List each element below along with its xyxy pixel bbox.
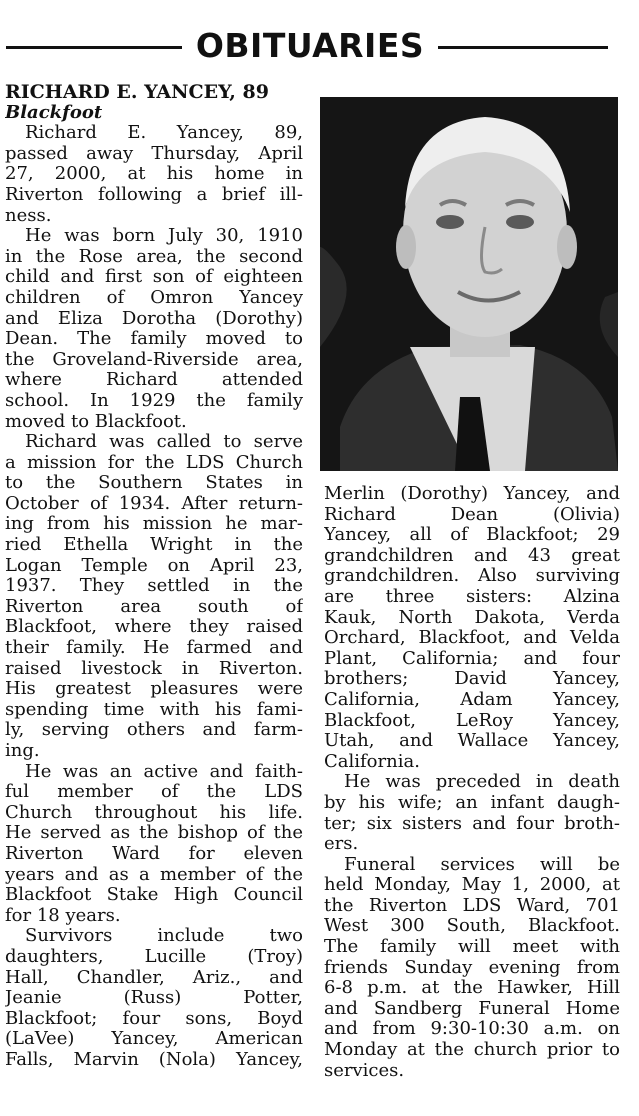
obituary-text-line: He was born July 30, 1910 — [25, 226, 303, 247]
obituary-text-line: Jeanie (Russ) Potter, — [5, 988, 303, 1009]
obituary-text-line: where Richard attended — [5, 370, 303, 391]
obituary-column-left — [5, 82, 303, 1071]
obituary-text-line: ing. — [5, 741, 40, 761]
deceased-name: RICHARD E. YANCEY, 89 — [5, 82, 269, 103]
obituary-text-line: ful member of the LDS — [5, 782, 303, 803]
obituary-text-line: ly, serving others and farm- — [5, 720, 303, 741]
obituary-text-line: Falls, Marvin (Nola) Yancey, — [5, 1049, 303, 1070]
obituary-text-line: West 300 South, Blackfoot. — [324, 916, 620, 937]
obituary-text-line: He served as the bishop of the — [5, 823, 303, 844]
obituary-text-line: His greatest pleasures were — [5, 679, 303, 700]
obituary-text-line: He was preceded in death — [344, 772, 620, 793]
obituary-text-line: friends Sunday evening from — [324, 957, 620, 978]
obituary-text-line: raised livestock in Riverton. — [5, 658, 303, 679]
obituary-text-line: moved to Blackfoot. — [5, 411, 187, 432]
section-title: OBITUARIES — [195, 26, 425, 65]
obituary-text-line: Funeral services will be — [344, 854, 620, 875]
obituary-text-line: a mission for the LDS Church — [5, 452, 303, 473]
obituary-text-line: Survivors include two — [25, 926, 303, 947]
obituary-text-line: October of 1934. After return- — [5, 493, 303, 514]
obituary-text-line: Blackfoot Stake High Council — [5, 885, 303, 906]
obituary-text-line: Plant, California; and four — [324, 648, 620, 669]
portrait-photo — [320, 97, 618, 471]
obituary-text-line: the Groveland-Riverside area, — [5, 349, 303, 370]
obituary-text-line: for 18 years. — [5, 905, 121, 926]
section-header — [0, 26, 639, 66]
obituary-text-line: services. — [324, 1060, 405, 1081]
obituary-text-line: children of Omron Yancey — [5, 287, 303, 308]
obituary-text-line: Riverton following a brief ill- — [5, 184, 303, 205]
obituary-text-line: ing from his mission he mar- — [5, 514, 303, 535]
obituary-text-line: Blackfoot, where they raised — [5, 617, 303, 638]
obituary-text-line: California, Adam Yancey, — [324, 689, 620, 710]
obituary-text-line: in the Rose area, the second — [5, 246, 303, 267]
obituary-text-line: Utah, and Wallace Yancey, — [324, 731, 620, 752]
obituary-text-line: held Monday, May 1, 2000, at — [324, 875, 620, 896]
header-rule-left — [6, 46, 182, 49]
obituary-text-line: spending time with his fami- — [5, 699, 303, 720]
obituary-text-line: ried Ethella Wright in the — [5, 535, 303, 556]
obituary-text-line: 1937. They settled in the — [5, 576, 303, 597]
obituary-text-line: their family. He farmed and — [5, 638, 303, 659]
obituary-text-line: and Eliza Dorotha (Dorothy) — [5, 308, 303, 329]
obituary-text-line: brothers; David Yancey, — [324, 669, 620, 690]
obituary-text-line: ness. — [5, 205, 52, 226]
obituary-text-line: child and first son of eighteen — [5, 267, 303, 288]
obituary-text-line: to the Southern States in — [5, 473, 303, 494]
obituary-text-line: Riverton Ward for eleven — [5, 843, 303, 864]
obituary-text-line: Blackfoot, LeRoy Yancey, — [324, 710, 620, 731]
obituary-text-line: The family will meet with — [324, 937, 620, 958]
obituary-text-line: Richard E. Yancey, 89, — [25, 123, 303, 144]
obituary-text-line: Richard Dean (Olivia) — [324, 504, 620, 525]
obituary-text-line: grandchildren. Also surviving — [324, 566, 620, 587]
obituary-text-line: the Riverton LDS Ward, 701 — [324, 895, 620, 916]
obituary-text-line: Kauk, North Dakota, Verda — [324, 607, 620, 628]
obituary-text-line: Orchard, Blackfoot, and Velda — [324, 628, 620, 649]
obituary-text-line: years and as a member of the — [5, 864, 303, 885]
obituary-text-line: grandchildren and 43 great — [324, 545, 620, 566]
obituary-text-line: Hall, Chandler, Ariz., and — [5, 967, 303, 988]
obituary-text-line: by his wife; an infant daugh- — [324, 792, 620, 813]
obituary-text-line: 6-8 p.m. at the Hawker, Hill — [324, 978, 620, 999]
obituary-text-line: Church throughout his life. — [5, 802, 303, 823]
obituary-text-line: Richard was called to serve — [25, 432, 303, 453]
obituary-text-line: ers. — [324, 834, 359, 855]
deceased-location: Blackfoot — [5, 102, 103, 123]
obituary-text-line: school. In 1929 the family — [5, 390, 303, 411]
obituary-text-line: Blackfoot; four sons, Boyd — [5, 1008, 303, 1029]
obituary-text-line: California. — [324, 751, 420, 772]
obituary-text-line: passed away Thursday, April — [5, 143, 303, 164]
obituary-text-line: He was an active and faith- — [25, 761, 303, 782]
obituary-text-line: Merlin (Dorothy) Yancey, and — [324, 484, 620, 504]
obituary-text-line: daughters, Lucille (Troy) — [5, 946, 303, 967]
obituary-text-line: 27, 2000, at his home in — [5, 164, 303, 185]
obituary-text-line: and Sandberg Funeral Home — [324, 998, 620, 1019]
obituary-text-line: are three sisters: Alzina — [324, 586, 620, 607]
portrait-image — [320, 97, 618, 471]
obituary-text-line: and from 9:30-10:30 a.m. on — [324, 1019, 620, 1040]
obituary-text-line: Dean. The family moved to — [5, 329, 303, 350]
obituary-text-line: Yancey, all of Blackfoot; 29 — [324, 525, 620, 546]
obituary-text-line: ter; six sisters and four broth- — [324, 813, 620, 834]
obituary-text-line: Riverton area south of — [5, 596, 303, 617]
obituary-text-line: (LaVee) Yancey, American — [5, 1029, 303, 1050]
obituary-column-right — [324, 484, 620, 1081]
header-rule-right — [438, 46, 608, 49]
obituary-text-line: Monday at the church prior to — [324, 1040, 620, 1061]
obituary-text-line: Logan Temple on April 23, — [5, 555, 303, 576]
